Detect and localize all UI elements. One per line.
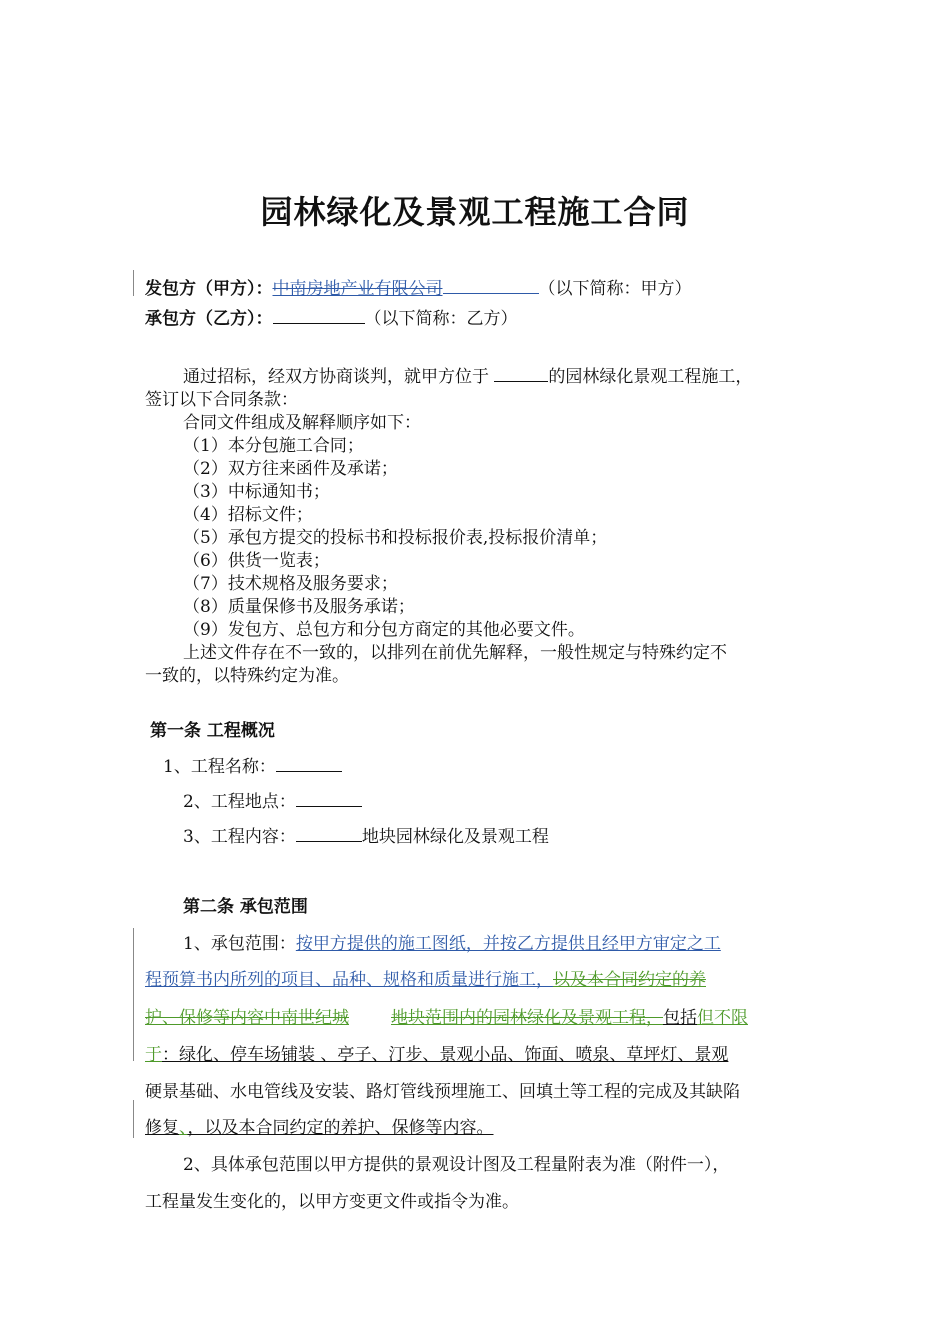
scope-text-deleted: 地块范围内的园林绿化及景观工程， — [391, 1008, 663, 1028]
scope-line-3 — [145, 1003, 748, 1028]
project-name-line — [163, 752, 342, 777]
scope-text-inserted: 于 — [145, 1045, 162, 1065]
revision-bar — [133, 1100, 134, 1138]
project-content-label: 3、工程内容： — [183, 827, 296, 847]
scope-label: 1、承包范围： — [183, 934, 296, 954]
article-1-heading: 第一条 工程概况 — [150, 721, 275, 741]
party-b-blank — [273, 307, 365, 324]
scope-text-deleted: 护、保修等内容中南世纪城 — [145, 1008, 349, 1028]
party-a-label: 发包方（甲方）： — [145, 279, 273, 299]
party-b-label: 承包方（乙方）： — [145, 309, 273, 329]
scope-text-inserted: 但不限 — [697, 1008, 748, 1028]
party-a-line — [145, 274, 692, 299]
list-item: （4）招标文件； — [183, 505, 313, 525]
list-item: （7）技术规格及服务要求； — [183, 574, 398, 594]
scope-line-6 — [145, 1113, 494, 1138]
project-content-line — [183, 822, 549, 847]
scope-text: 包括 — [663, 1008, 697, 1028]
detail-line-1: 2、具体承包范围以甲方提供的景观设计图及工程量附表为准（附件一）， — [183, 1155, 730, 1175]
party-a-name: 中南房地产业有限公司 — [272, 279, 443, 299]
list-item: （8）质量保修书及服务承诺； — [183, 597, 415, 617]
scope-text: 修复 — [145, 1118, 179, 1138]
docs-heading: 合同文件组成及解释顺序如下： — [183, 413, 421, 433]
scope-text: ：绿化、停车场铺装 、亭子、汀步、景观小品、饰面、喷泉、草坪灯、景观 — [162, 1045, 729, 1065]
project-name-blank — [276, 755, 342, 772]
project-name-label: 1、工程名称： — [163, 757, 276, 777]
list-item: （5）承包方提交的投标书和投标报价表,投标报价清单； — [183, 528, 608, 548]
revision-bar — [133, 270, 134, 296]
priority-line-2: 一致的，以特殊约定为准。 — [145, 666, 349, 686]
list-item: （6）供货一览表； — [183, 551, 330, 571]
scope-text-inserted: 、 — [179, 1118, 188, 1138]
scope-text-deleted: 以及本合同约定的养 — [553, 970, 706, 990]
project-site-label: 2、工程地点： — [183, 792, 296, 812]
scope-line-4 — [145, 1040, 728, 1065]
project-site-line — [183, 787, 362, 812]
intro-text-b: 的园林绿化景观工程施工， — [548, 367, 753, 387]
article-2-heading: 第二条 承包范围 — [183, 897, 308, 917]
intro-text-a: 通过招标，经双方协商谈判，就甲方位于 — [183, 367, 489, 387]
intro-line-2: 签订以下合同条款： — [145, 390, 298, 410]
intro-line-1 — [183, 362, 752, 387]
party-b-line — [145, 304, 518, 329]
scope-line-5: 硬景基础、水电管线及安装、路灯管线预埋施工、回填土等工程的完成及其缺陷 — [145, 1082, 740, 1102]
project-site-blank — [296, 790, 362, 807]
scope-line-1 — [183, 929, 721, 954]
list-item: （9）发包方、总包方和分包方商定的其他必要文件。 — [183, 620, 585, 640]
page-title: 园林绿化及景观工程施工合同 — [260, 193, 690, 231]
party-a-blank — [443, 277, 539, 294]
party-b-suffix: （以下简称：乙方） — [364, 309, 518, 329]
scope-line-2 — [145, 965, 706, 990]
scope-text-blue: 程预算书内所列的项目、品种、规格和质量进行施工， — [145, 970, 553, 990]
scope-text-blue: 按甲方提供的施工图纸，并按乙方提供且经甲方审定之工 — [295, 934, 721, 954]
list-item: （1）本分包施工合同； — [183, 436, 364, 456]
priority-line-1: 上述文件存在不一致的，以排列在前优先解释，一般性规定与特殊约定不 — [183, 643, 727, 663]
project-content-blank — [296, 825, 362, 842]
list-item: （2）双方往来函件及承诺； — [183, 459, 398, 479]
location-blank — [494, 365, 548, 382]
project-content-suffix: 地块园林绿化及景观工程 — [361, 827, 549, 847]
scope-text: ，以及本合同约定的养护、保修等内容。 — [187, 1118, 494, 1138]
detail-line-2: 工程量发生变化的，以甲方变更文件或指令为准。 — [145, 1192, 519, 1212]
list-item: （3）中标通知书； — [183, 482, 330, 502]
scope-deleted-gap — [349, 1008, 391, 1028]
party-a-suffix: （以下简称：甲方） — [538, 279, 692, 299]
revision-bar — [133, 928, 134, 1061]
